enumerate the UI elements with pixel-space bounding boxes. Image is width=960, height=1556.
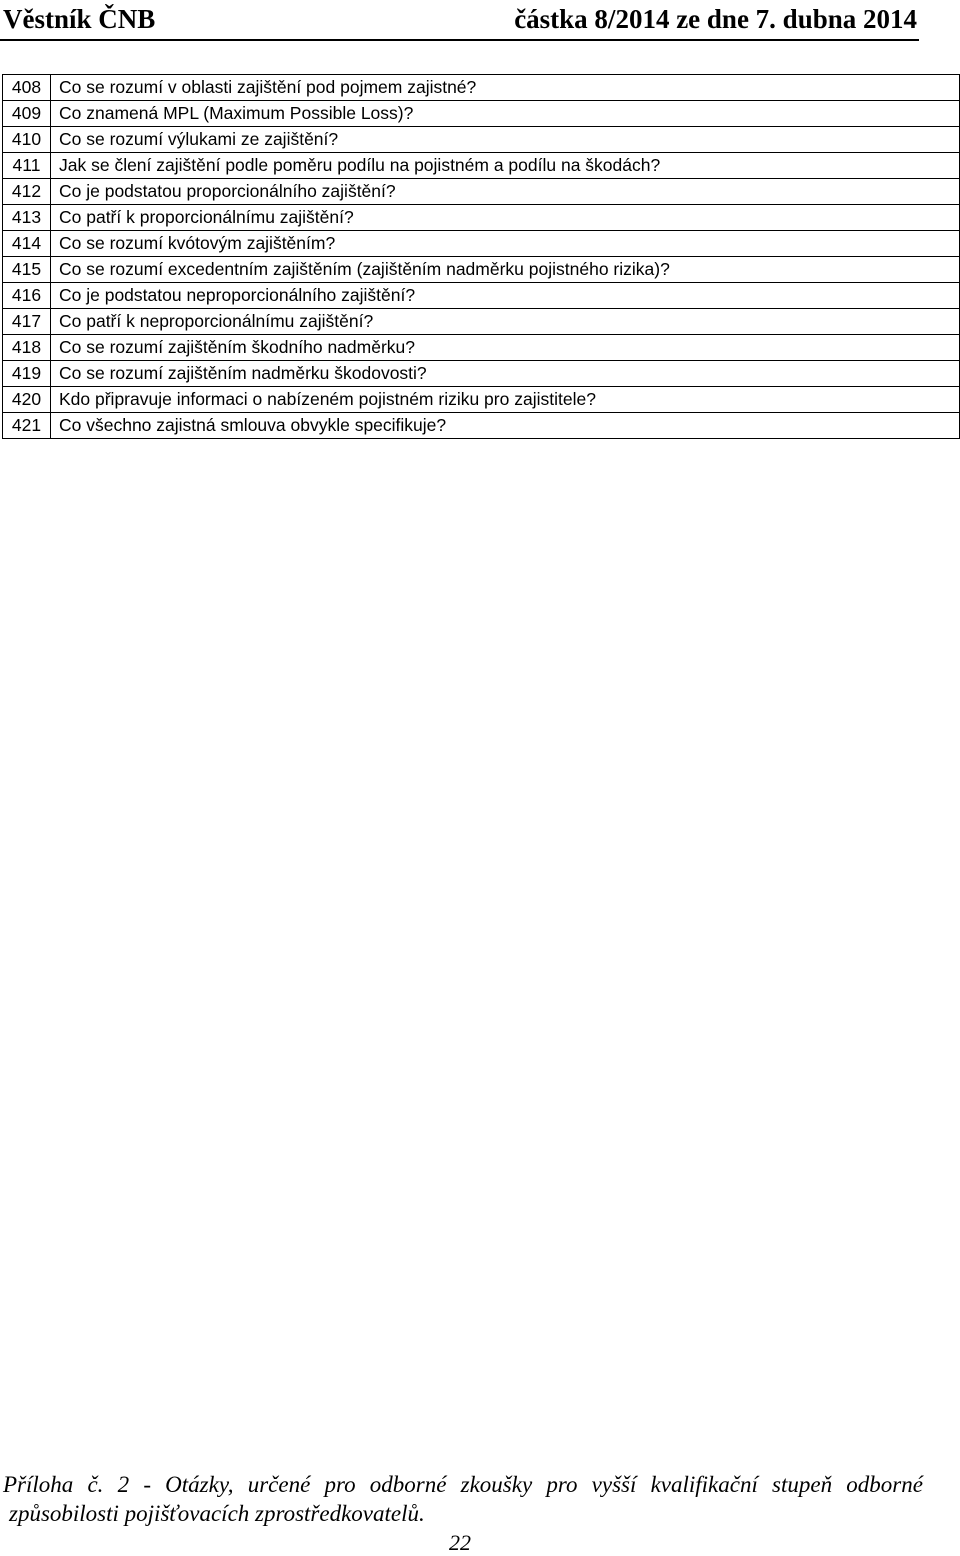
question-number: 417 [3,309,51,335]
question-number: 408 [3,75,51,101]
question-text: Co se rozumí excedentním zajištěním (zajištěním nadměrku pojistného rizika)? [51,257,960,283]
question-text: Kdo připravuje informaci o nabízeném pojistném riziku pro zajistitele? [51,387,960,413]
table-row [3,127,960,153]
table-row [3,231,960,257]
page-footer [3,1470,923,1528]
footer-caption-line2: způsobilosti pojišťovacích zprostředkovatelů. [9,1501,425,1526]
question-text: Co se rozumí v oblasti zajištění pod pojmem zajistné? [51,75,960,101]
question-number: 409 [3,101,51,127]
question-text: Co všechno zajistná smlouva obvykle specifikuje? [51,413,960,439]
question-text: Co patří k neproporcionálnímu zajištění? [51,309,960,335]
question-text: Co znamená MPL (Maximum Possible Loss)? [51,101,960,127]
table-row [3,413,960,439]
question-number: 414 [3,231,51,257]
table-row [3,153,960,179]
page-number: 22 [449,1530,471,1555]
question-text: Co je podstatou neproporcionálního zajištění? [51,283,960,309]
table-row [3,179,960,205]
table-row [3,101,960,127]
question-text: Co se rozumí kvótovým zajištěním? [51,231,960,257]
question-text: Co je podstatou proporcionálního zajištění? [51,179,960,205]
question-number: 421 [3,413,51,439]
table-row [3,75,960,101]
header-divider [0,39,919,41]
table-row [3,257,960,283]
question-number: 413 [3,205,51,231]
table-row [3,205,960,231]
question-text: Jak se člení zajištění podle poměru podílu na pojistném a podílu na škodách? [51,153,960,179]
questions-table [2,74,960,439]
table-row [3,361,960,387]
issue-date: částka 8/2014 ze dne 7. dubna 2014 [514,4,917,34]
publication-title: Věstník ČNB [3,4,156,34]
question-number: 415 [3,257,51,283]
table-row [3,283,960,309]
table-row [3,309,960,335]
table-row [3,335,960,361]
table-row [3,387,960,413]
question-number: 416 [3,283,51,309]
footer-caption-line1: Příloha č. 2 - Otázky, určené pro odborné zkoušky pro vyšší kvalifikační stupeň odborné [3,1472,923,1497]
question-number: 420 [3,387,51,413]
question-text: Co se rozumí zajištěním nadměrku škodovosti? [51,361,960,387]
question-number: 419 [3,361,51,387]
question-number: 412 [3,179,51,205]
question-text: Co patří k proporcionálnímu zajištění? [51,205,960,231]
question-number: 418 [3,335,51,361]
question-text: Co se rozumí výlukami ze zajištění? [51,127,960,153]
question-number: 410 [3,127,51,153]
page-header [0,0,960,40]
question-number: 411 [3,153,51,179]
question-text: Co se rozumí zajištěním škodního nadměrku? [51,335,960,361]
